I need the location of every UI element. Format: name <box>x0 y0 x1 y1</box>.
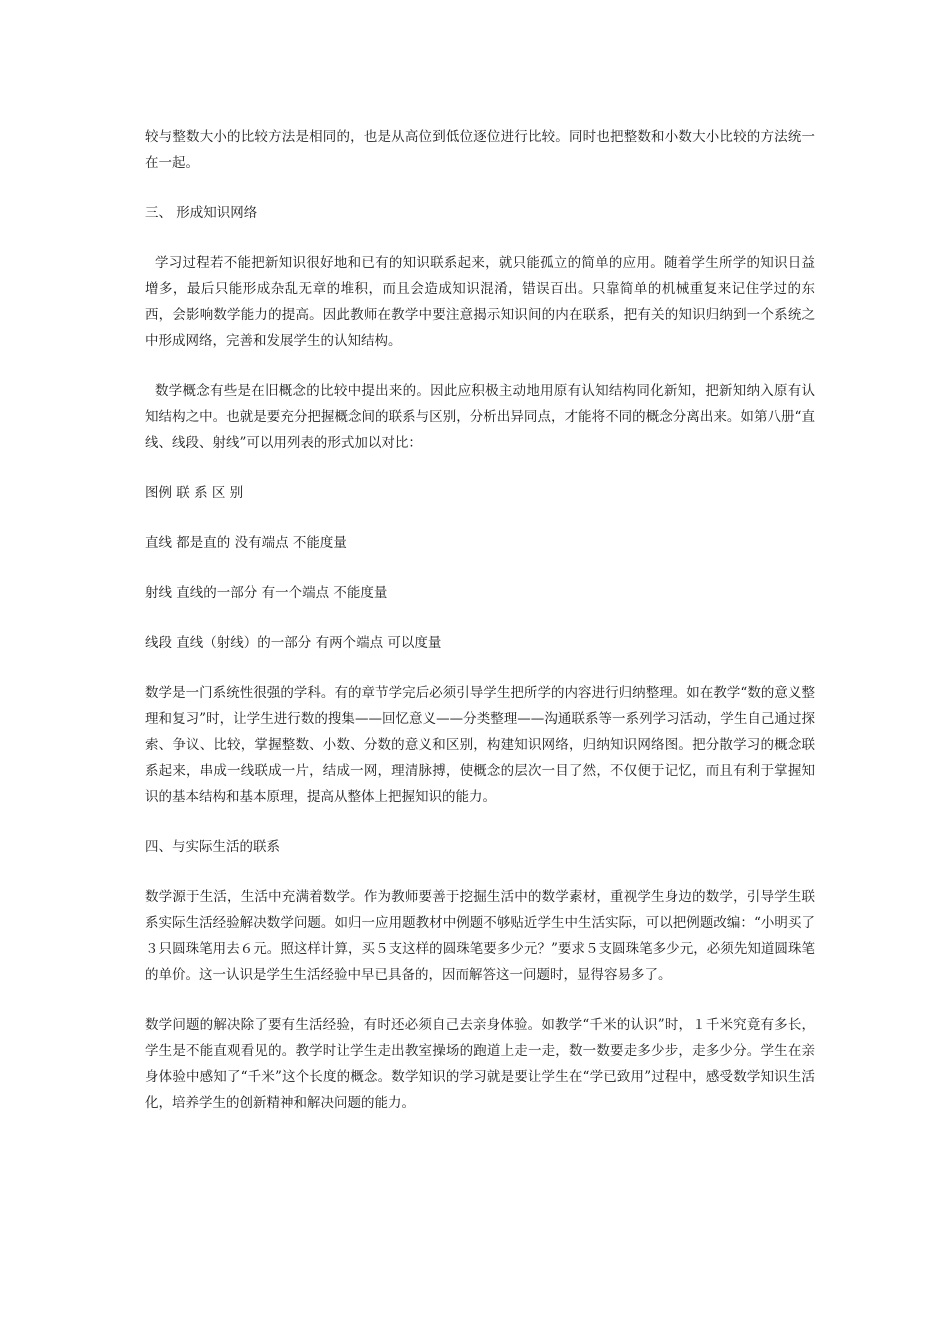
network-paragraph-3: 数学是一门系统性很强的学科。有的章节学完后必须引导学生把所学的内容进行归纳整理。如在教学“数的意义整理和复习”时，让学生进行数的搜集——回忆意义——分类整理——沟通联系等一系列学习活动，学生自己通过探索、争议、比较，掌握整数、小数、分数的意义和区别，构建知识网络，归纳知识网络图。把分散学习的概念联系起来，串成一线联成一片，结成一网，理清脉搏，使概念的层次一目了然，不仅便于记忆，而且有利于掌握知识的基本结构和基本原理，提高从整体上把握知识的能力。 <box>145 685 815 805</box>
section-heading-4: 四、与实际生活的联系 <box>145 839 280 855</box>
comparison-table-header: 图例 联 系 区 别 <box>145 485 244 501</box>
section-heading-3: 三、 形成知识网络 <box>145 205 258 221</box>
comparison-table-row-segment: 线段 直线（射线）的一部分 有两个端点 可以度量 <box>145 635 442 651</box>
life-paragraph-2: 数学问题的解决除了要有生活经验，有时还必须自己去亲身体验。如教学“千米的认识”时，１千米究竟有多长，学生是不能直观看见的。教学时让学生走出教室操场的跑道上走一走，数一数要走多少步，走多少分。学生在亲身体验中感知了“千米”这个长度的概念。数学知识的学习就是要让学生在“学已致用”过程中，感受数学知识生活化，培养学生的创新精神和解决问题的能力。 <box>145 1017 815 1111</box>
network-paragraph-1: 学习过程若不能把新知识很好地和已有的知识联系起来，就只能孤立的简单的应用。随着学生所学的知识日益增多，最后只能形成杂乱无章的堆积，而且会造成知识混淆，错误百出。只靠简单的机械重复来记住学过的东西，会影响数学能力的提高。因此教师在教学中要注意揭示知识间的内在联系，把有关的知识归纳到一个系统之中形成网络，完善和发展学生的认知结构。 <box>145 255 815 349</box>
comparison-table-row-ray: 射线 直线的一部分 有一个端点 不能度量 <box>145 585 388 601</box>
comparison-table-row-line: 直线 都是直的 没有端点 不能度量 <box>145 535 347 551</box>
life-paragraph-1: 数学源于生活，生活中充满着数学。作为教师要善于挖掘生活中的数学素材，重视学生身边的数学，引导学生联系实际生活经验解决数学问题。如归一应用题教材中例题不够贴近学生中生活实际，可以把例题改编：“小明买了３只圆珠笔用去６元。照这样计算，买５支这样的圆珠笔要多少元？”要求５支圆珠笔多少元，必须先知道圆珠笔的单价。这一认识是学生生活经验中早已具备的，因而解答这一问题时，显得容易多了。 <box>145 889 815 983</box>
network-paragraph-2: 数学概念有些是在旧概念的比较中提出来的。因此应积极主动地用原有认知结构同化新知，把新知纳入原有认知结构之中。也就是要充分把握概念间的联系与区别，分析出异同点，才能将不同的概念分离出来。如第八册“直线、线段、射线”可以用列表的形式加以对比： <box>145 383 815 451</box>
intro-paragraph: 较与整数大小的比较方法是相同的，也是从高位到低位逐位进行比较。同时也把整数和小数大小比较的方法统一在一起。 <box>145 129 815 171</box>
document-page <box>145 124 815 1140</box>
